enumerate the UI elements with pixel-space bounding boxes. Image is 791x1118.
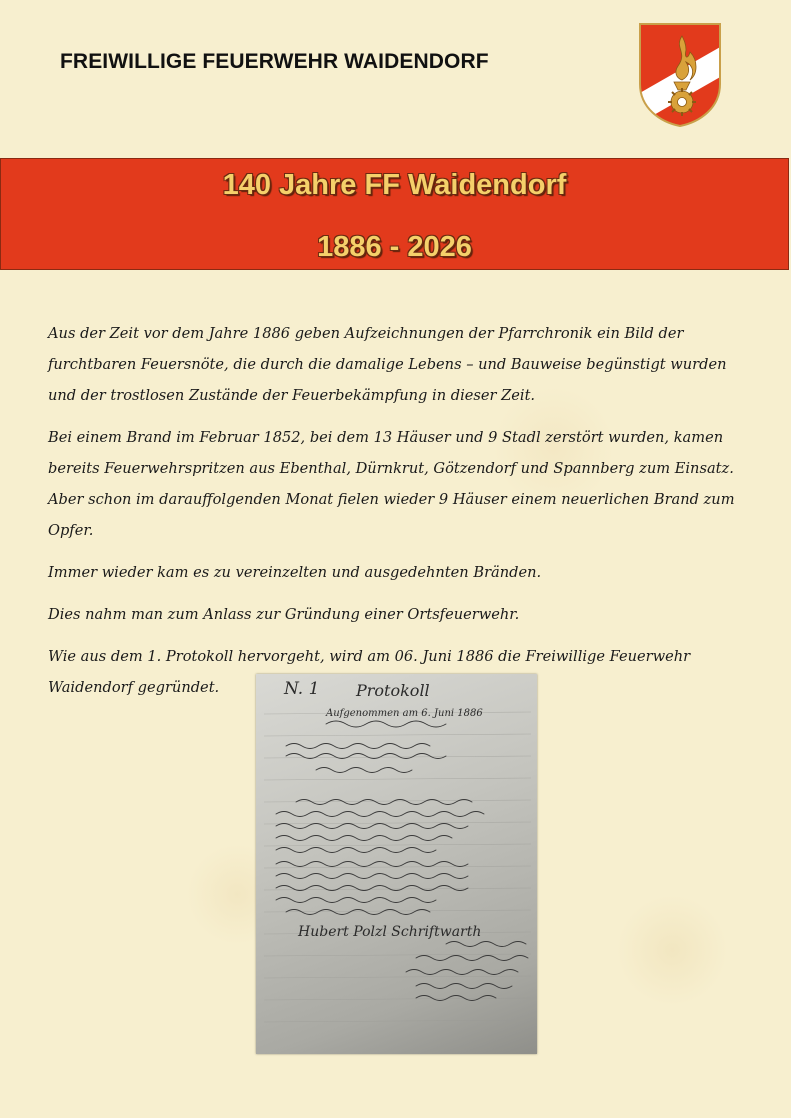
organization-name: FREIWILLIGE FEUERWEHR WAIDENDORF (60, 50, 489, 73)
history-text (48, 318, 748, 714)
anniversary-banner (0, 158, 789, 270)
paragraph-5: Wie aus dem 1. Protokoll hervorgeht, wird am 06. Juni 1886 die Freiwillige Feuerwehr Waidendorf gegründet. (48, 648, 691, 696)
banner-title: 140 Jahre FF Waidendorf (222, 169, 567, 201)
paragraph-4: Dies nahm man zum Anlass zur Gründung einer Ortsfeuerwehr. (48, 606, 520, 623)
protocol-signature: Hubert Polzl Schriftwarth (298, 924, 482, 940)
banner-years: 1886 - 2026 (317, 231, 472, 263)
protocol-date-line: Aufgenommen am 6. Juni 1886 (326, 708, 483, 719)
protocol-document-photo (256, 674, 537, 1054)
paragraph-2: Bei einem Brand im Februar 1852, bei dem 13 Häuser und 9 Stadl zerstört wurden, kamen bereits Feuerwehrspritzen aus Ebenthal, Dürnkrut, Götzendorf und Spannberg zum Einsatz. Aber schon im darauffolgenden Monat fielen wieder 9 Häuser einem neuerlichen Brand zum Opfer. (48, 429, 735, 539)
protocol-number: N. 1 (284, 679, 320, 699)
paragraph-3: Immer wieder kam es zu vereinzelten und ausgedehnten Bränden. (48, 564, 542, 581)
paragraph-1: Aus der Zeit vor dem Jahre 1886 geben Aufzeichnungen der Pfarrchronik ein Bild der furchtbaren Feuersnöte, die durch die damalige Lebens – und Bauweise begünstigt wurden und der trostlosen Zustände der Feuerbekämpfung in dieser Zeit. (48, 325, 727, 404)
fire-brigade-emblem-icon (638, 22, 722, 128)
protocol-heading: Protokoll (356, 681, 430, 700)
protocol-handwriting (256, 674, 537, 1054)
